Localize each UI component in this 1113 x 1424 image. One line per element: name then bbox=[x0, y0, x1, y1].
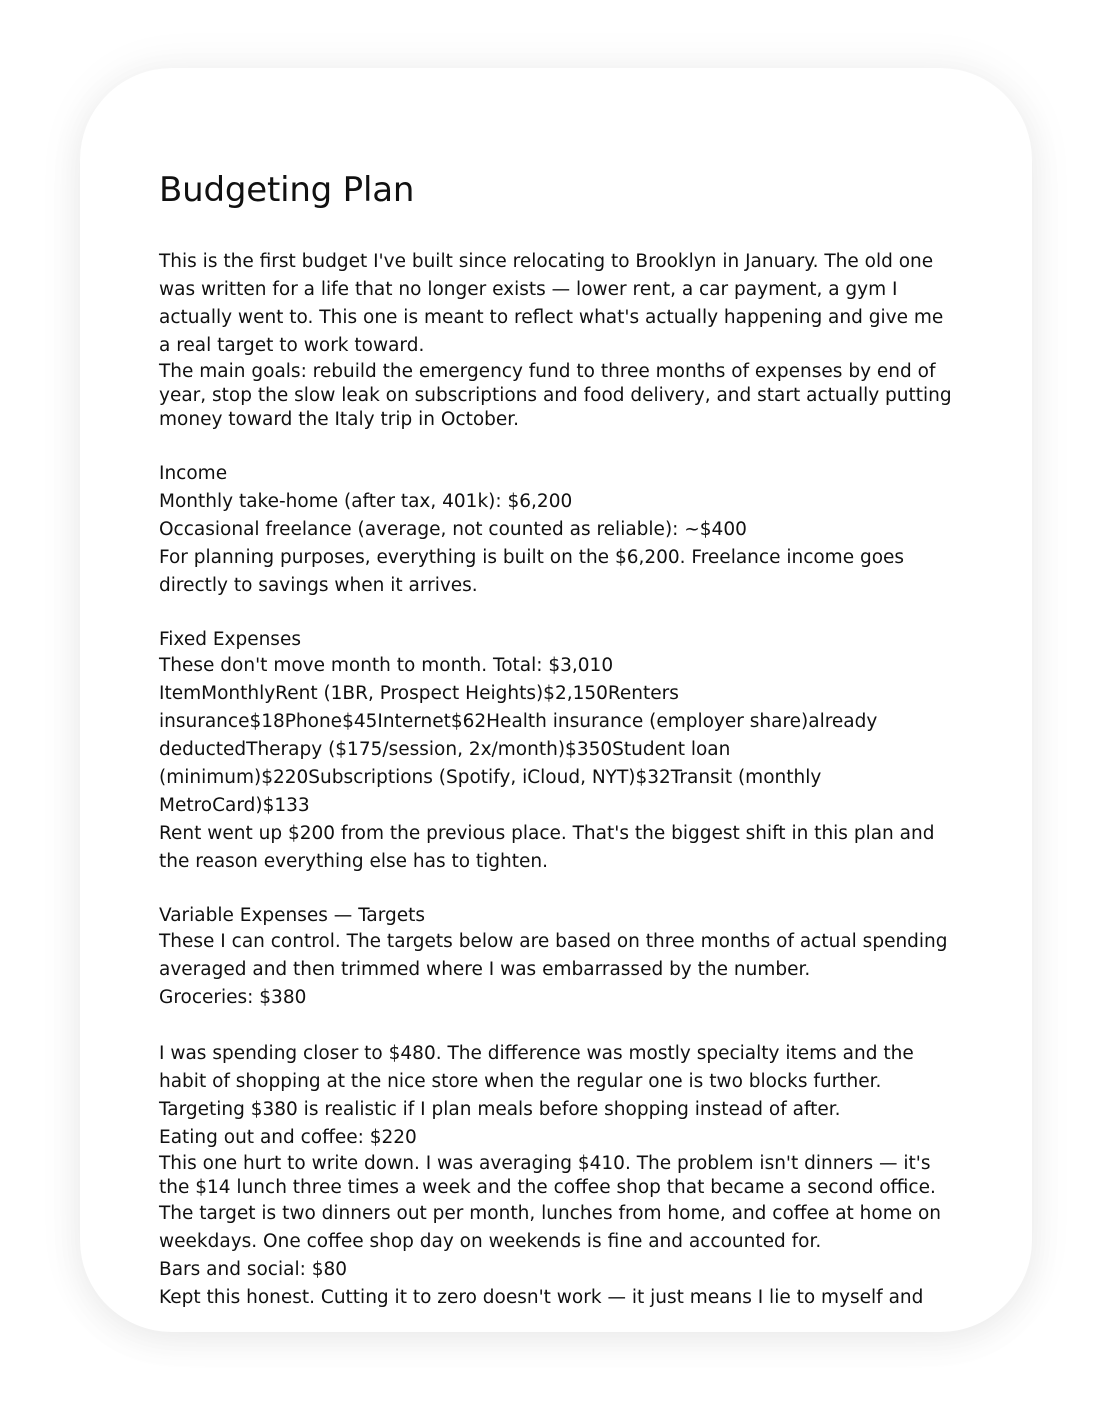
eating-out-target: Eating out and coffee: $220 bbox=[159, 1127, 417, 1148]
bars-target: Bars and social: $80 bbox=[159, 1259, 348, 1280]
variable-expenses-heading: Variable Expenses — Targets bbox=[159, 905, 426, 926]
bars-note: Kept this honest. Cutting it to zero doesn't work — it just means I lie to myself and bbox=[159, 1287, 924, 1308]
fixed-expenses-heading: Fixed Expenses bbox=[159, 629, 301, 650]
section-spacer bbox=[159, 876, 959, 904]
document-content bbox=[159, 168, 959, 1312]
page-title: Budgeting Plan bbox=[159, 170, 415, 210]
eating-out-note-1: This one hurt to write down. I was averaging $410. The problem isn't dinners — it's the $14 lunch three times a week and the coffee shop that became a second office. bbox=[159, 1153, 936, 1198]
income-take-home: Monthly take-home (after tax, 401k): $6,200 bbox=[159, 491, 573, 512]
section-spacer bbox=[159, 1012, 959, 1040]
fixed-expenses-note: Rent went up $200 from the previous place. That's the biggest shift in this plan and the reason everything else has to tighten. bbox=[159, 823, 935, 872]
fixed-expenses-summary: These don't move month to month. Total: $3,010 bbox=[159, 655, 614, 676]
variable-expenses-summary: These I can control. The targets below are based on three months of actual spending averaged and then trimmed where I was embarrassed by the number. bbox=[159, 931, 948, 980]
document-card bbox=[80, 68, 1032, 1332]
groceries-target: Groceries: $380 bbox=[159, 987, 307, 1008]
income-note: For planning purposes, everything is built on the $6,200. Freelance income goes directly to savings when it arrives. bbox=[159, 547, 905, 596]
groceries-note: I was spending closer to $480. The difference was mostly specialty items and the habit of shopping at the nice store when the regular one is two blocks further. Targeting $380 is realistic if I plan meals before shopping instead of after. bbox=[159, 1043, 914, 1120]
section-spacer bbox=[159, 600, 959, 628]
eating-out-note-2: The target is two dinners out per month, lunches from home, and coffee at home on weekdays. One coffee shop day on weekends is fine and accounted for. bbox=[159, 1203, 942, 1252]
income-freelance: Occasional freelance (average, not counted as reliable): ~$400 bbox=[159, 519, 747, 540]
section-spacer bbox=[159, 432, 959, 460]
intro-paragraph-2: The main goals: rebuild the emergency fund to three months of expenses by end of year, stop the slow leak on subscriptions and food delivery, and start actually putting money toward the Italy trip in October. bbox=[159, 361, 952, 430]
intro-paragraph-1: This is the first budget I've built since relocating to Brooklyn in January. The old one was written for a life that no longer exists — lower rent, a car payment, a gym I actually went to. This one is meant to reflect what's actually happening and give me a real target to work toward. bbox=[159, 251, 944, 356]
fixed-expenses-table-text: ItemMonthlyRent (1BR, Prospect Heights)$2,150Renters insurance$18Phone$45Internet$62Health insurance (employer share)already deductedTherapy ($175/session, 2x/month)$350Student loan (minimum)$220Subscriptions (Spotify, iCloud, NYT)$32Transit (monthly MetroCard)$133 bbox=[159, 683, 878, 816]
income-heading: Income bbox=[159, 463, 228, 484]
document-body bbox=[159, 248, 959, 1312]
